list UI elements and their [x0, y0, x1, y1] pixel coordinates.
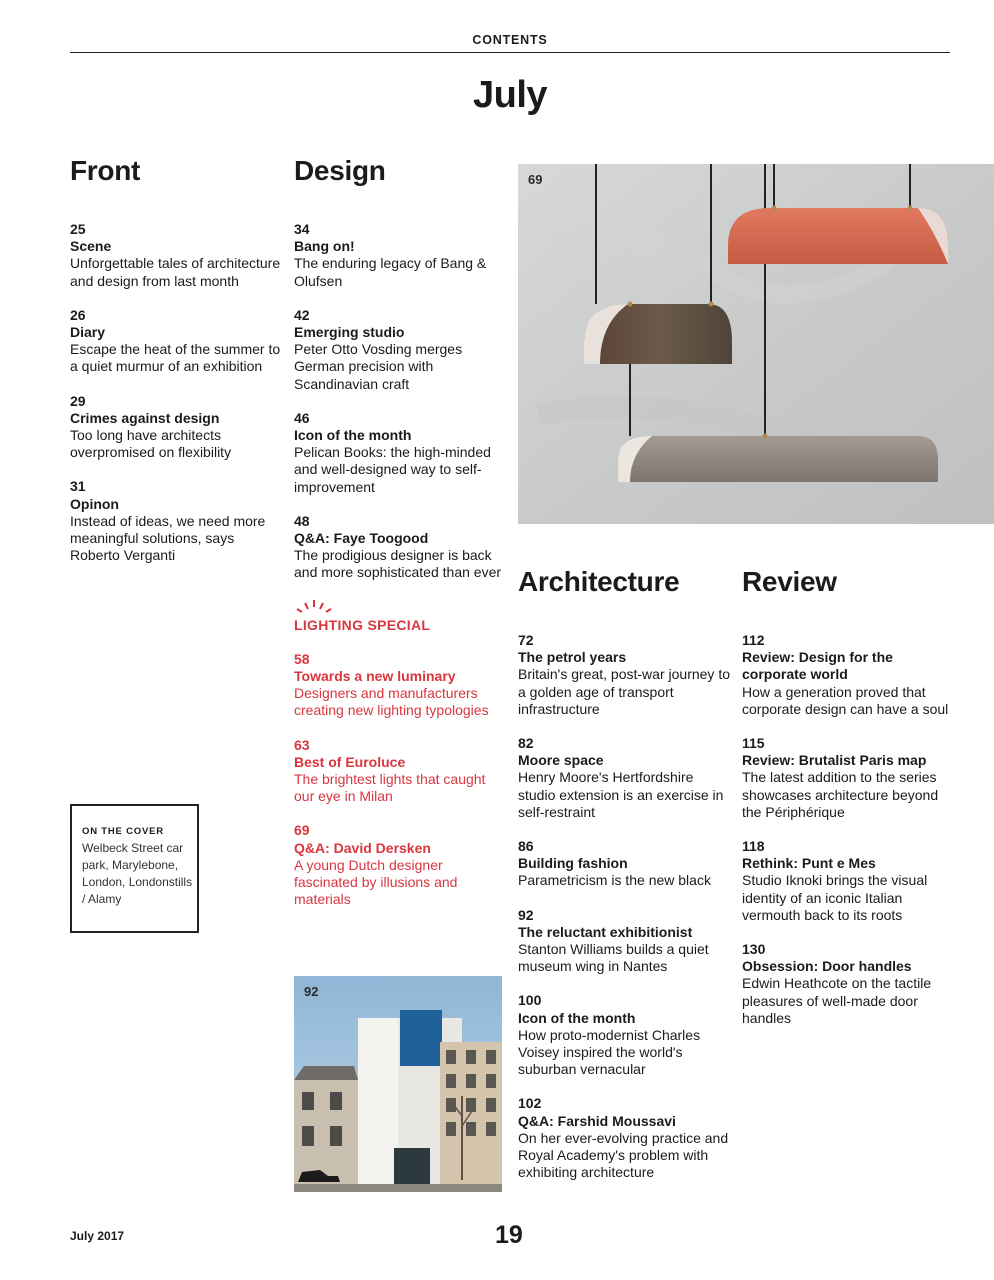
entry-title: Emerging studio — [294, 324, 405, 341]
entry-description: Britain's great, post-war journey to a golden age of transport infrastructure — [518, 666, 730, 717]
entry-page-number: 115 — [742, 735, 765, 752]
entry-description: The prodigious designer is back and more sophisticated than ever — [294, 547, 502, 581]
light-burst-icon — [294, 599, 334, 615]
contents-entry[interactable] — [742, 632, 954, 718]
entry-title: Review: Brutalist Paris map — [742, 752, 927, 769]
entry-page-number: 63 — [294, 736, 310, 753]
photo-page-number: 92 — [304, 984, 319, 999]
entry-title: Diary — [70, 324, 106, 341]
entry-title: Towards a new luminary — [294, 668, 456, 685]
entry-title: Opinon — [70, 495, 119, 512]
contents-entry[interactable] — [294, 651, 506, 720]
contents-entry[interactable] — [294, 822, 506, 908]
entry-title: Icon of the month — [518, 1009, 636, 1026]
entry-page-number: 112 — [742, 632, 765, 648]
issue-month-title: July — [472, 74, 548, 116]
contents-entry[interactable] — [294, 307, 506, 393]
on-the-cover-box — [70, 804, 199, 933]
contents-entry[interactable] — [742, 941, 954, 1027]
contents-entry[interactable] — [742, 735, 954, 821]
entry-page-number: 25 — [70, 221, 86, 237]
entry-title: Review: Design for the corporate world — [742, 649, 893, 683]
entry-title: The reluctant exhibitionist — [518, 923, 693, 940]
entry-description: Pelican Books: the high-minded and well-designed way to self-improvement — [294, 444, 491, 495]
entry-description: How proto-modernist Charles Voisey inspired the world's suburban vernacular — [518, 1026, 701, 1078]
entry-description: Too long have architects overpromised on flexibility — [70, 427, 232, 461]
contents-entry[interactable] — [70, 221, 282, 290]
entry-description: Henry Moore's Hertfordshire studio extension is an exercise in self-restraint — [518, 769, 724, 820]
entry-description: Designers and manufacturers creating new lighting typologies — [294, 685, 489, 719]
entry-description: The enduring legacy of Bang & Olufsen — [294, 255, 487, 289]
architecture-column — [518, 632, 730, 1198]
design-column — [294, 221, 506, 926]
contents-entry[interactable] — [518, 907, 730, 976]
contents-entry[interactable] — [518, 992, 730, 1078]
entry-title: Obsession: Door handles — [742, 958, 912, 975]
contents-entry[interactable] — [742, 838, 954, 924]
entry-description: Stanton Williams builds a quiet museum wing in Nantes — [518, 941, 709, 975]
building-photo[interactable] — [294, 976, 502, 1192]
entry-description: Unforgettable tales of architecture and design from last month — [70, 255, 281, 289]
entry-title: Rethink: Punt e Mes — [742, 855, 876, 872]
entry-title: Best of Euroluce — [294, 753, 406, 770]
entry-description: Parametricism is the new black — [518, 872, 711, 889]
museum-building-illustration — [294, 976, 502, 1192]
contents-entry[interactable] — [518, 632, 730, 718]
entry-page-number: 69 — [294, 822, 310, 839]
contents-entry[interactable] — [70, 393, 282, 462]
section-title-architecture: Architecture — [518, 566, 680, 597]
footer-issue-date: July 2017 — [70, 1229, 125, 1243]
contents-entry[interactable] — [294, 513, 506, 582]
entry-page-number: 72 — [518, 632, 534, 648]
contents-entry[interactable] — [294, 737, 506, 806]
contents-entry[interactable] — [518, 735, 730, 821]
entry-description: The latest addition to the series showcases architecture beyond the Périphérique — [742, 769, 939, 820]
entry-page-number: 29 — [70, 392, 86, 409]
entry-description: Instead of ideas, we need more meaningful solutions, says Roberto Verganti — [70, 512, 266, 564]
entry-page-number: 100 — [518, 992, 542, 1009]
entry-title: Crimes against design — [70, 409, 220, 426]
contents-entry[interactable] — [70, 478, 282, 564]
entry-page-number: 102 — [518, 1095, 542, 1112]
entry-page-number: 130 — [742, 941, 766, 958]
entry-page-number: 31 — [70, 478, 86, 495]
review-column — [742, 632, 954, 1044]
entry-description: The brightest lights that caught our eye in Milan — [294, 771, 486, 805]
entry-description: On her ever-evolving practice and Royal Academy's problem with exhibiting architecture — [518, 1129, 729, 1181]
entry-title: Building fashion — [518, 855, 628, 872]
entry-page-number: 92 — [518, 906, 534, 923]
section-title-design: Design — [294, 155, 386, 186]
entry-page-number: 58 — [294, 650, 310, 667]
entry-description: Peter Otto Vosding merges German precision with Scandinavian craft — [294, 341, 463, 392]
entry-description: Escape the heat of the summer to a quiet murmur of an exhibition — [70, 341, 281, 375]
entry-title: Q&A: David Dersken — [294, 839, 431, 856]
front-column — [70, 221, 282, 581]
entry-title: The petrol years — [518, 649, 627, 666]
header-contents-label: CONTENTS — [472, 33, 548, 47]
entry-page-number: 118 — [742, 838, 765, 855]
entry-page-number: 34 — [294, 221, 310, 237]
entry-title: Scene — [70, 238, 112, 255]
cover-box-title: ON THE COVER — [82, 826, 164, 837]
contents-entry[interactable] — [70, 307, 282, 376]
entry-title: Bang on! — [294, 238, 355, 255]
entry-page-number: 26 — [70, 306, 86, 323]
contents-entry[interactable] — [294, 410, 506, 496]
contents-entry[interactable] — [294, 221, 506, 290]
entry-description: A young Dutch designer fascinated by illusions and materials — [294, 856, 458, 908]
entry-description: How a generation proved that corporate design can have a soul — [742, 683, 949, 717]
contents-entry[interactable] — [518, 838, 730, 890]
header-divider — [70, 52, 950, 53]
entry-page-number: 42 — [294, 306, 310, 323]
pendant-lamps-illustration — [518, 164, 994, 524]
footer-page-number: 19 — [495, 1221, 523, 1249]
entry-page-number: 46 — [294, 409, 310, 426]
section-title-front: Front — [70, 155, 141, 186]
entry-title: Icon of the month — [294, 427, 412, 444]
entry-title: Q&A: Faye Toogood — [294, 530, 429, 547]
lamps-photo[interactable] — [518, 164, 994, 524]
entry-page-number: 48 — [294, 512, 310, 529]
entry-title: Q&A: Farshid Moussavi — [518, 1112, 676, 1129]
entry-title: Moore space — [518, 752, 604, 769]
photo-page-number: 69 — [528, 172, 543, 187]
lighting-special-label: LIGHTING SPECIAL — [294, 616, 431, 633]
section-title-review: Review — [742, 566, 837, 597]
entry-description: Edwin Heathcote on the tactile pleasures of well-made door handles — [742, 975, 932, 1026]
entry-description: Studio Iknoki brings the visual identity of an iconic Italian vermouth back to its roots — [742, 872, 928, 923]
entry-page-number: 86 — [518, 838, 534, 855]
cover-box-caption: Welbeck Street car park, Marylebone, London, Londonstills / Alamy — [82, 841, 193, 906]
contents-entry[interactable] — [518, 1095, 730, 1181]
entry-page-number: 82 — [518, 735, 534, 752]
